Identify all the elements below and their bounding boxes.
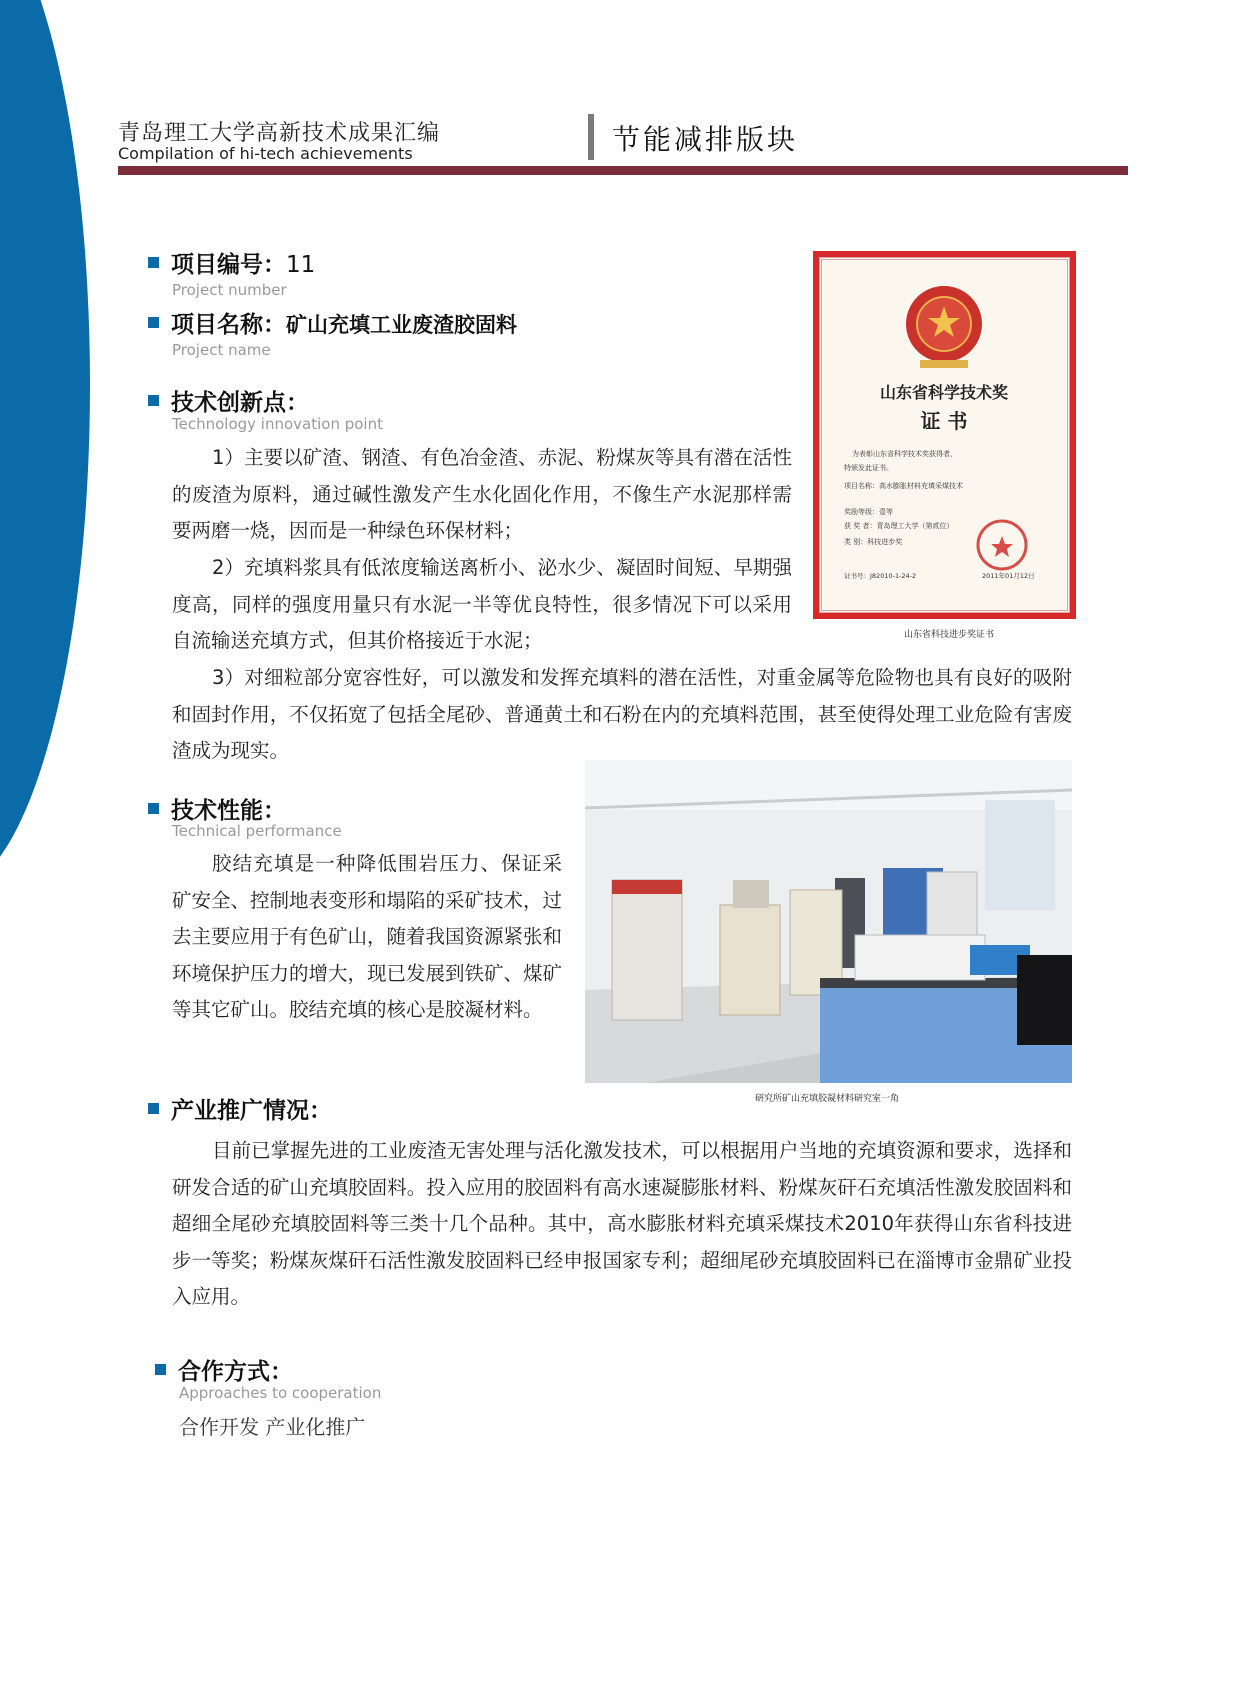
project-number-heading: [148, 246, 315, 279]
innovation-heading: 技术创新点：: [148, 384, 309, 417]
bullet-square-icon: [155, 1364, 166, 1375]
project-name-value: 矿山充填工业废渣胶固料: [286, 313, 517, 337]
certificate-caption: 山东省科技进步奖证书: [904, 630, 995, 640]
certificate-line4: 奖励等级：壹等: [844, 508, 893, 516]
cooperation-value: 合作开发 产业化推广: [179, 1415, 366, 1439]
certificate-line1: 为表彰山东省科学技术奖获得者，: [852, 450, 957, 458]
certificate-number: 证书号：J82010-1-24-2: [844, 572, 917, 580]
cooperation-sub: Approaches to cooperation: [179, 1384, 382, 1402]
certificate-line6: 类 别：科技进步奖: [844, 538, 903, 546]
performance-sub: Technical performance: [172, 822, 342, 840]
promotion-p1: 目前已掌握先进的工业废渣无害处理与活化激发技术，可以根据用户当地的充填资源和要求，选择和研发合适的矿山充填胶固料。投入应用的胶固料有高水速凝膨胀材料、粉煤灰矸石充填活性激发胶固料和超细全尾砂充填胶固料等三类十几个品种。其中，高水膨胀材料充填采煤技术2010年获得山东省科技进步一等奖；粉煤灰煤矸石活性激发胶固料已经申报国家专利；超细尾砂充填胶固料已在淄博市金鼎矿业投入应用。: [172, 1139, 1072, 1308]
bullet-square-icon: [148, 395, 159, 406]
award-certificate-image: [813, 251, 1076, 619]
certificate-line3: 项目名称：高水膨胀材料充填采煤技术: [844, 482, 963, 490]
certificate-line5: 获 奖 者：青岛理工大学（第贰位）: [844, 522, 954, 530]
bullet-square-icon: [148, 317, 159, 328]
header-title-en: Compilation of hi-tech achievements: [118, 144, 413, 163]
certificate-subtitle: 证 书: [920, 409, 968, 433]
section-title: 节能减排版块: [612, 123, 799, 156]
certificate-line2: 特颁发此证书。: [844, 464, 893, 472]
bullet-square-icon: [148, 1103, 159, 1114]
bullet-square-icon: [148, 257, 159, 268]
performance-heading: 技术性能：: [148, 792, 286, 825]
project-number-label: 项目编号：: [171, 252, 286, 278]
certificate-graphic: [822, 260, 1067, 604]
certificate-date: 2011年01月12日: [982, 572, 1035, 580]
project-name-heading: [148, 306, 517, 339]
decorative-blue-arc: [0, 0, 90, 890]
promotion-heading: 产业推广情况：: [148, 1092, 332, 1125]
performance-p1: 胶结充填是一种降低围岩压力、保证采矿安全、控制地表变形和塌陷的采矿技术，过去主要应用于有色矿山，随着我国资源紧张和环境保护压力的增大，现已发展到铁矿、煤矿等其它矿山。胶结充填的核心是胶凝材料。: [172, 852, 563, 1021]
project-number-value: 11: [286, 252, 316, 278]
project-name-sub: Project name: [172, 341, 271, 359]
header-title-cn: 青岛理工大学高新技术成果汇编: [118, 121, 441, 146]
innovation-sub: Technology innovation point: [172, 415, 383, 433]
innovation-p1: 1）主要以矿渣、钢渣、有色冶金渣、赤泥、粉煤灰等具有潜在活性的废渣为原料，通过碱性激发产生水化固化作用，不像生产水泥那样需要两磨一烧，因而是一种绿色环保材料；: [172, 446, 792, 542]
project-name-label: 项目名称：: [171, 312, 286, 338]
header-divider: [588, 114, 594, 160]
bullet-square-icon: [148, 803, 159, 814]
lab-photo-caption: 研究所矿山充填胶凝材料研究室一角: [755, 1094, 900, 1104]
header-rule: [118, 166, 1128, 175]
innovation-p2: 2）充填料浆具有低浓度输送离析小、泌水少、凝固时间短、早期强度高，同样的强度用量只有水泥一半等优良特性，很多情况下可以采用自流输送充填方式，但其价格接近于水泥；: [172, 556, 792, 652]
cooperation-heading: 合作方式：: [155, 1353, 293, 1386]
lab-photo-graphic: [585, 760, 1072, 1083]
certificate-title: 山东省科学技术奖: [879, 383, 1009, 402]
lab-photo: [585, 760, 1072, 1083]
project-number-sub: Project number: [172, 281, 287, 299]
innovation-p3: 3）对细粒部分宽容性好，可以激发和发挥充填料的潜在活性，对重金属等危险物也具有良好的吸附和固封作用，不仅拓宽了包括全尾砂、普通黄土和石粉在内的充填料范围，甚至使得处理工业危险有害废渣成为现实。: [172, 666, 1072, 762]
